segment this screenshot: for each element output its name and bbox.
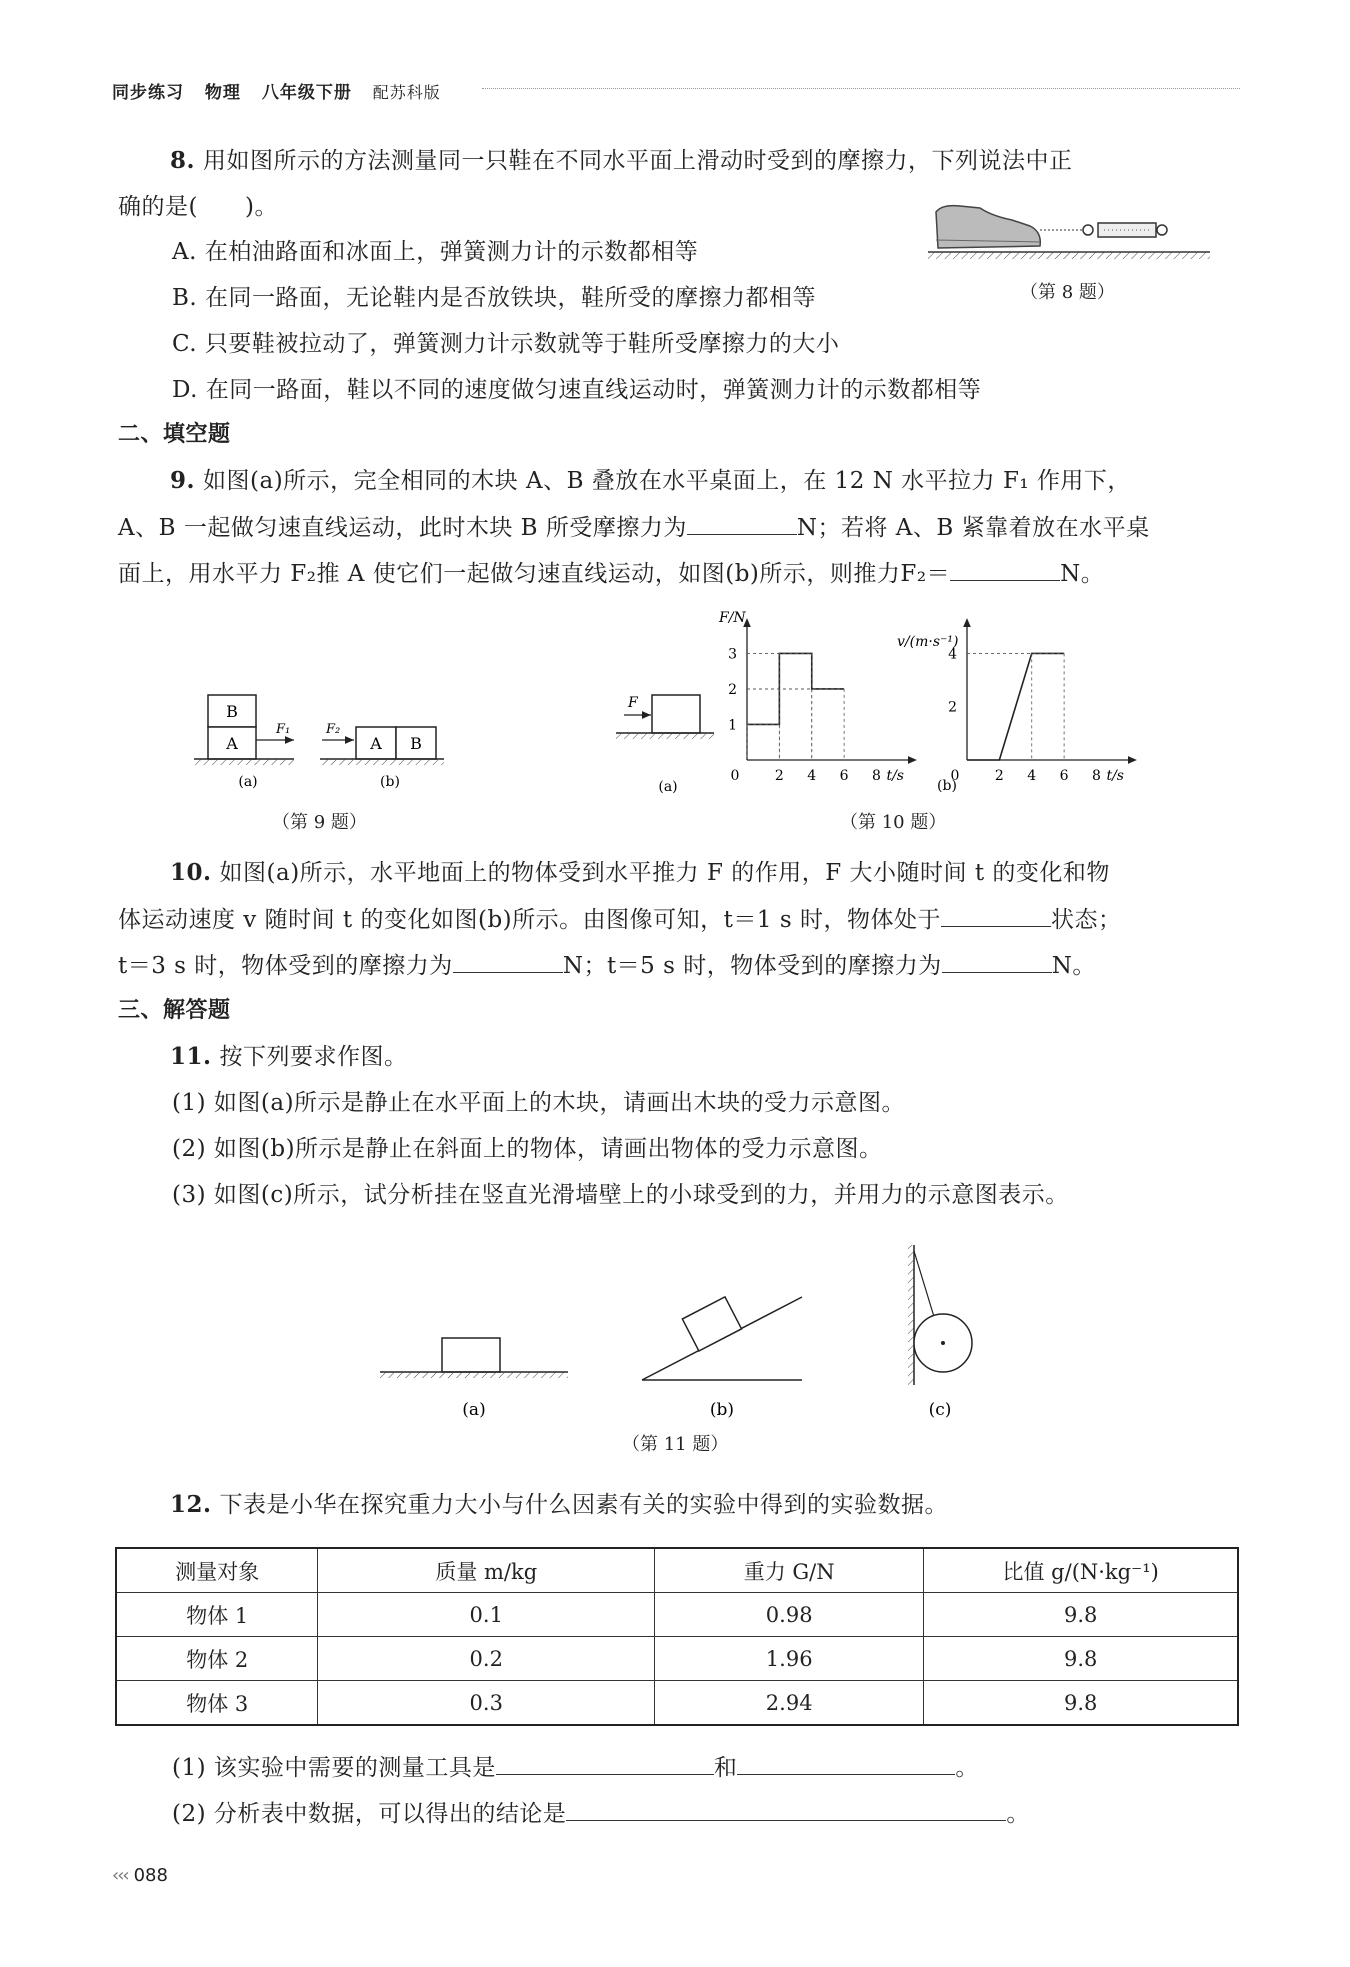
q9-fig-b-label: (b) (380, 774, 400, 790)
force-time-chart (718, 610, 913, 784)
q9-text2a: A、B 一起做匀速直线运动，此时木块 B 所受摩擦力为 (118, 515, 687, 541)
v-chart-x-tick-label: 6 (1059, 768, 1069, 784)
v-chart-series-line (967, 653, 1064, 760)
table-cell: 9.8 (924, 1637, 1238, 1681)
q10-force-label: F (628, 695, 638, 711)
q12-blank-tool-1[interactable] (496, 1752, 714, 1775)
q9-blank-1[interactable] (687, 512, 797, 535)
v-chart-x-tick-label: 0 (950, 768, 960, 784)
f-chart-y-tick-label: 1 (728, 717, 737, 734)
f-chart-x-tick-label: 2 (774, 768, 784, 784)
table-cell: 0.1 (318, 1593, 655, 1637)
q12-sub1-end: 。 (955, 1755, 979, 1781)
block-a-label-b: A (370, 734, 382, 753)
f-chart-y-label: F/N (719, 610, 746, 626)
q12-number: 12. (170, 1491, 212, 1518)
q8-option-c: C. 只要鞋被拉动了，弹簧测力计示数就等于鞋所受摩擦力的大小 (172, 331, 840, 357)
table-row (116, 1637, 1238, 1681)
f-chart-x-tick-label: 4 (807, 768, 817, 784)
q9-line1 (170, 466, 1131, 496)
block-b-label-b: B (410, 734, 422, 753)
v-chart-x-label: t/s (1106, 768, 1125, 784)
q11-block-a (442, 1338, 500, 1372)
q10-blank-3[interactable] (942, 950, 1052, 973)
q10-block (652, 695, 700, 733)
q12-sub2-end: 。 (1006, 1801, 1030, 1827)
force-f2-label: F₂ (326, 722, 341, 737)
table-header-weight: 重力 G/N (655, 1548, 924, 1593)
v-chart-x-tick-label: 4 (1027, 768, 1037, 784)
q10-text2a: 体运动速度 v 随时间 t 的变化如图(b)所示。由图像可知，t＝1 s 时，物体处于 (118, 907, 941, 933)
q12-sub1-and: 和 (713, 1755, 738, 1781)
q11-item-2: (2) 如图(b)所示是静止在斜面上的物体，请画出物体的受力示意图。 (172, 1136, 883, 1162)
f-chart-y-tick-label: 3 (728, 646, 737, 663)
section-3-title: 三、解答题 (118, 998, 231, 1023)
q11-stem (170, 1042, 408, 1072)
table-cell: 物体 1 (116, 1593, 318, 1637)
q8-stem-line2: 确的是( )。 (118, 194, 278, 220)
q11-item-3: (3) 如图(c)所示，试分析挂在竖直光滑墙壁上的小球受到的力，并用力的示意图表示。 (172, 1182, 1069, 1208)
q8-stem-text1: 用如图所示的方法测量同一只鞋在不同水平面上滑动时受到的摩擦力，下列说法中正 (203, 148, 1073, 174)
q12-data-table (115, 1547, 1239, 1726)
table-cell: 0.3 (318, 1681, 655, 1726)
q10-number: 10. (170, 859, 212, 886)
q9-figure (190, 685, 450, 795)
q11-stem-text: 按下列要求作图。 (219, 1044, 408, 1070)
q11-figures (370, 1235, 990, 1420)
table-cell: 物体 3 (116, 1681, 318, 1726)
q11-number: 11. (170, 1043, 212, 1070)
block-a-label-a: A (226, 734, 238, 753)
running-header (112, 78, 455, 103)
q9-fig-a-label: (a) (238, 774, 258, 790)
table-cell: 0.98 (655, 1593, 924, 1637)
q12-sub2 (172, 1798, 1030, 1829)
velocity-time-chart (897, 622, 1133, 784)
force-f1-label: F₁ (276, 722, 291, 737)
q10-text1: 如图(a)所示，水平地面上的物体受到水平推力 F 的作用，F 大小随时间 t 的变化和物 (219, 860, 1110, 886)
q10-text2b: 状态； (1050, 907, 1122, 933)
table-cell: 1.96 (655, 1637, 924, 1681)
q10-blank-2[interactable] (453, 950, 563, 973)
table-header-ratio: 比值 g/(N·kg⁻¹) (924, 1548, 1238, 1593)
f-chart-x-tick-label: 0 (730, 768, 740, 784)
table-header-row (116, 1548, 1238, 1593)
q9-text3b: N。 (1060, 561, 1105, 587)
q8-option-d: D. 在同一路面，鞋以不同的速度做匀速直线运动时，弹簧测力计的示数都相等 (172, 377, 982, 403)
q9-text3a: 面上，用水平力 F₂推 A 使它们一起做匀速直线运动，如图(b)所示，则推力F₂＝ (118, 561, 951, 587)
q10-fig-b-label: (b) (937, 778, 957, 794)
q12-stem-text: 下表是小华在探究重力大小与什么因素有关的实验中得到的实验数据。 (219, 1492, 949, 1518)
q11-label-b: (b) (709, 1400, 735, 1420)
v-chart-x-tick-label: 2 (994, 768, 1004, 784)
q9-text1: 如图(a)所示，完全相同的木块 A、B 叠放在水平桌面上，在 12 N 水平拉力 F₁ 作用下， (203, 468, 1131, 494)
q9-line3 (118, 558, 1104, 589)
table-cell: 9.8 (924, 1681, 1238, 1726)
page-number: 088 (133, 1865, 168, 1886)
header-book: 同步练习 (112, 83, 184, 103)
table-header-mass: 质量 m/kg (318, 1548, 655, 1593)
q12-stem (170, 1490, 948, 1520)
q10-line2 (118, 904, 1121, 935)
q8-stem-line1 (170, 146, 1073, 176)
table-header-object: 测量对象 (116, 1548, 318, 1593)
q8-option-b: B. 在同一路面，无论鞋内是否放铁块，鞋所受的摩擦力都相等 (172, 285, 817, 311)
page-arrows-icon: ‹‹‹ (112, 1865, 128, 1886)
q10-text3c: N。 (1051, 953, 1096, 979)
q10-fig-a-label: (a) (658, 779, 678, 795)
q11-caption: （第 11 题） (622, 1434, 729, 1455)
header-rule (482, 88, 1240, 89)
v-chart-x-tick-label: 8 (1092, 768, 1101, 784)
q12-sub1 (172, 1752, 979, 1783)
q9-number: 9. (170, 467, 196, 494)
table-row (116, 1593, 1238, 1637)
header-grade: 八年级下册 (261, 83, 352, 103)
f-chart-x-label: t/s (886, 768, 905, 784)
q10-line1 (170, 858, 1110, 888)
q11-item-1: (1) 如图(a)所示是静止在水平面上的木块，请画出木块的受力示意图。 (172, 1090, 906, 1116)
q9-line2 (118, 512, 1150, 543)
f-chart-x-tick-label: 8 (872, 768, 881, 784)
page-footer (112, 1865, 168, 1886)
q10-text3a: t＝3 s 时，物体受到的摩擦力为 (118, 953, 453, 979)
q12-blank-conclusion[interactable] (566, 1798, 1006, 1821)
q9-blank-2[interactable] (950, 558, 1060, 581)
q8-caption: （第 8 题） (1020, 282, 1115, 303)
header-edition: 配苏科版 (372, 83, 441, 102)
q11-label-a: (a) (462, 1400, 486, 1420)
q12-blank-tool-2[interactable] (737, 1752, 955, 1775)
table-row (116, 1681, 1238, 1726)
v-chart-y-label: v/(m·s⁻¹) (897, 634, 959, 650)
section-2-title: 二、填空题 (118, 422, 231, 447)
table-cell: 0.2 (318, 1637, 655, 1681)
q9-caption: （第 9 题） (272, 812, 367, 833)
v-chart-y-tick-label: 4 (948, 646, 957, 663)
block-b-label-a: B (226, 702, 238, 721)
q10-caption: （第 10 题） (840, 812, 947, 833)
q8-shoe-figure (920, 190, 1220, 270)
table-cell: 2.94 (655, 1681, 924, 1726)
header-subject: 物理 (204, 83, 241, 103)
q11-block-b (682, 1297, 741, 1351)
q10-line3 (118, 950, 1096, 981)
table-cell: 物体 2 (116, 1637, 318, 1681)
q10-figure-b-charts (719, 600, 1180, 800)
q9-text2b: N；若将 A、B 紧靠着放在水平桌 (796, 515, 1150, 541)
f-chart-x-tick-label: 6 (839, 768, 849, 784)
q10-figure-a (610, 685, 730, 795)
v-chart-y-tick-label: 2 (948, 699, 957, 716)
q10-text3b: N；t＝5 s 时，物体受到的摩擦力为 (562, 953, 942, 979)
q8-number: 8. (170, 147, 196, 174)
q8-option-a: A. 在柏油路面和冰面上，弹簧测力计的示数都相等 (172, 239, 699, 265)
spring-scale-icon (1098, 223, 1156, 237)
q10-blank-1[interactable] (941, 904, 1051, 927)
q11-label-c: (c) (928, 1400, 952, 1420)
f-chart-y-tick-label: 2 (728, 681, 737, 698)
table-cell: 9.8 (924, 1593, 1238, 1637)
q12-sub1-text: (1) 该实验中需要的测量工具是 (172, 1755, 496, 1781)
q12-sub2-text: (2) 分析表中数据，可以得出的结论是 (172, 1801, 567, 1827)
